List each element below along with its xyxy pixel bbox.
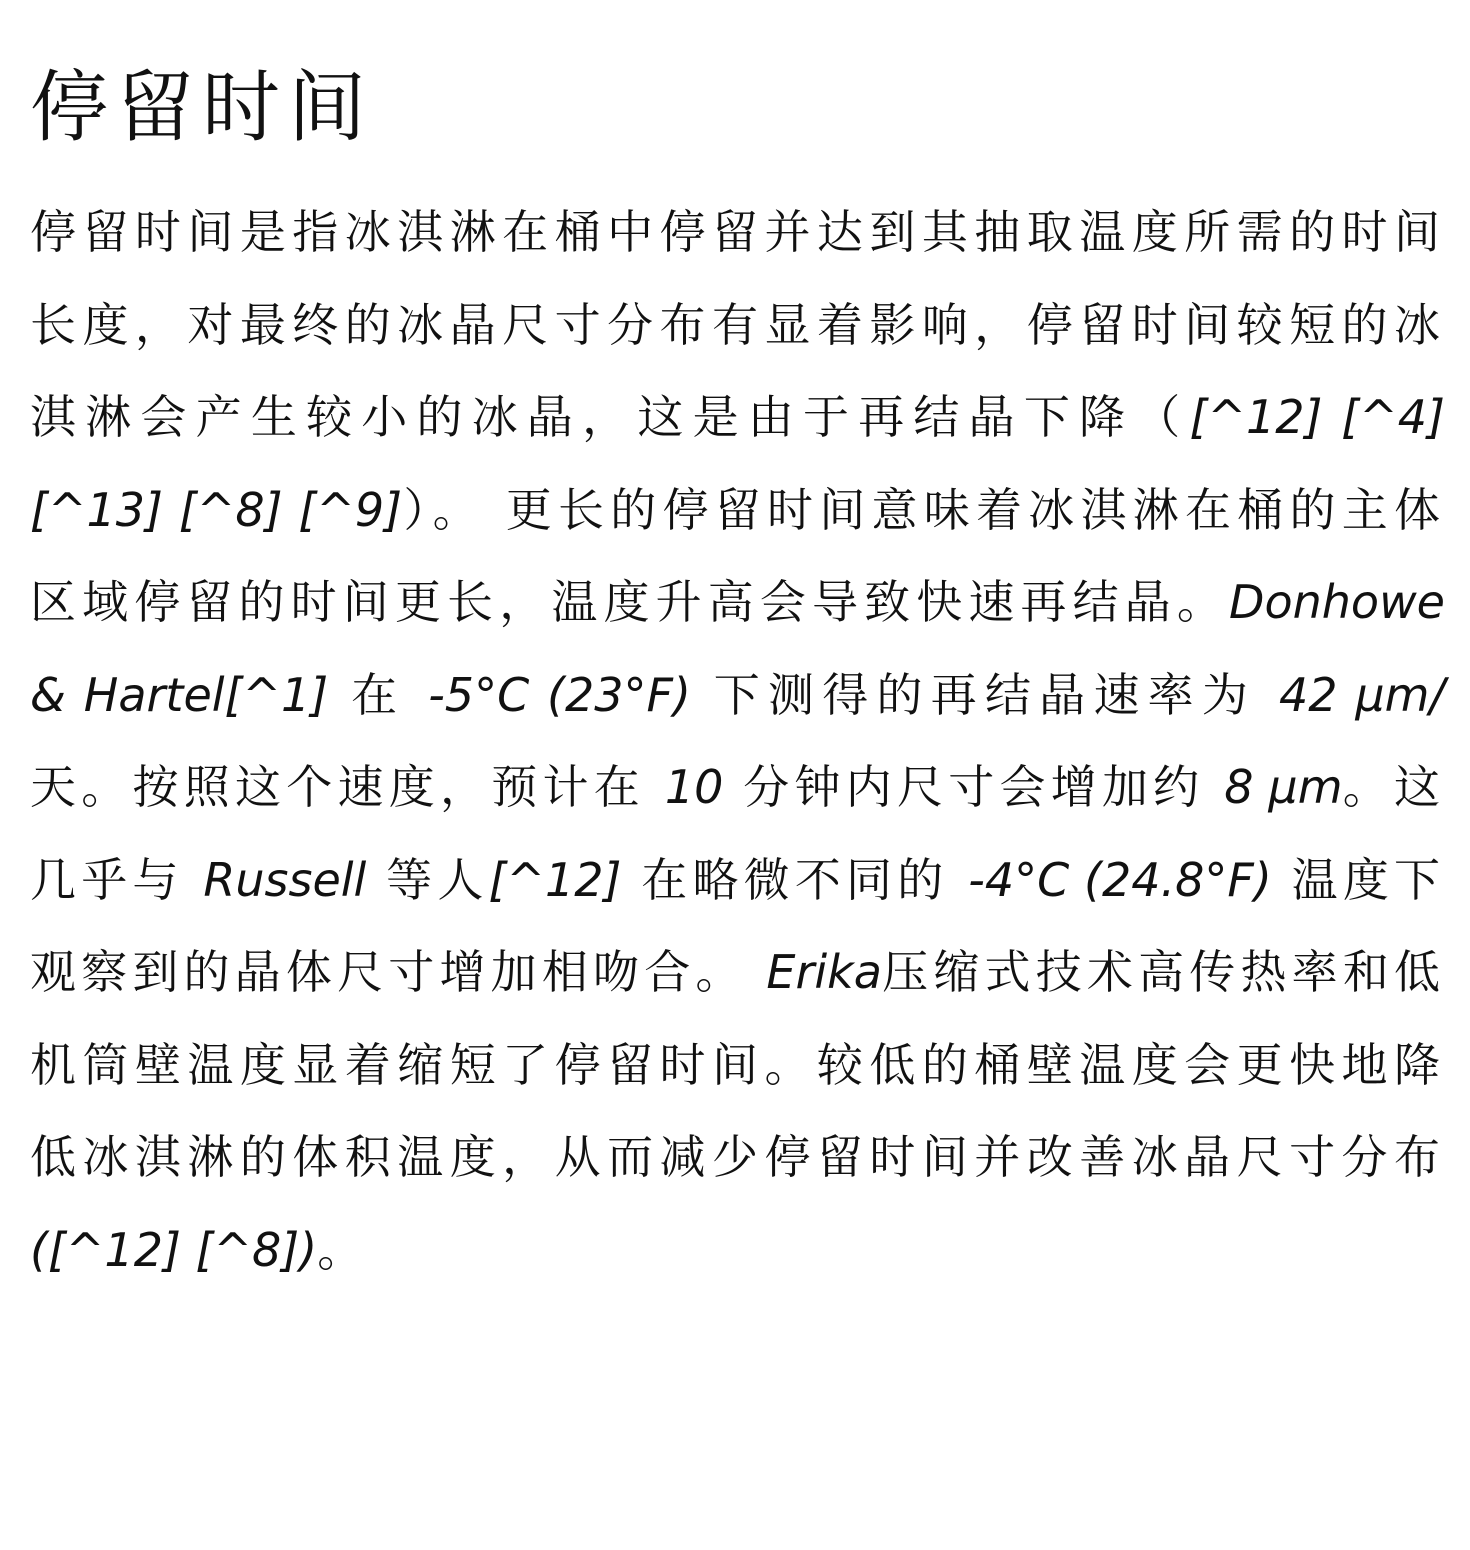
text-segment: 分钟内尺寸会增加约 — [723, 760, 1225, 814]
growth-value: 8 μm — [1224, 760, 1343, 814]
citation-ref: [^12] — [488, 852, 622, 907]
temperature-value: -4°C (24.8°F) — [968, 852, 1272, 907]
text-segment: 等人 — [366, 852, 489, 907]
text-segment: ）。 更长的停留时间意味着冰淇淋在桶的主体区域停留的时间更长，温度升高会导致快速再结晶。 — [30, 482, 1445, 629]
citation-refs: [^12] [^4] [^13] [^8] [^9] — [30, 390, 1446, 537]
text-segment: 。这几乎与 — [30, 760, 1446, 907]
author-citation: Donhowe & Hartel[^1] — [30, 575, 1445, 722]
rate-value: 42 μm/ — [1279, 667, 1445, 722]
author-citation: Russell — [203, 852, 367, 907]
page-title: 停留时间 — [30, 63, 375, 153]
text-segment: 压缩式技术高传热率和低机筒壁温度显着缩短了停留时间。较低的桶壁温度会更快地降低冰淇淋的体积温度，从而减少停留时间并改善冰晶尺寸分布 — [30, 945, 1446, 1184]
document-page — [30, 40, 1445, 1296]
text-segment: 在 — [328, 667, 429, 722]
text-segment: 停留时间是指冰淇淋在桶中停留并达到其抽取温度所需的时间长度，对最终的冰晶尺寸分布有显着影响，停留时间较短的冰淇淋会产生较小的冰晶，这是由于再结晶下降（ — [30, 205, 1445, 444]
text-segment: 。 — [317, 1222, 369, 1277]
body-paragraph — [30, 186, 1445, 1296]
temperature-value: -5°C (23°F) — [428, 667, 691, 722]
text-segment: 在略微不同的 — [621, 852, 969, 907]
minutes-value: 10 — [664, 760, 724, 814]
text-segment: 天。按照这个速度，预计在 — [30, 760, 665, 814]
text-segment: 下测得的再结晶速率为 — [690, 667, 1280, 722]
citation-refs: ([^12] [^8]) — [30, 1222, 318, 1277]
brand-name: Erika — [766, 945, 882, 999]
text-segment: 温度下观察到的晶体尺寸增加相吻合。 — [30, 852, 1446, 999]
